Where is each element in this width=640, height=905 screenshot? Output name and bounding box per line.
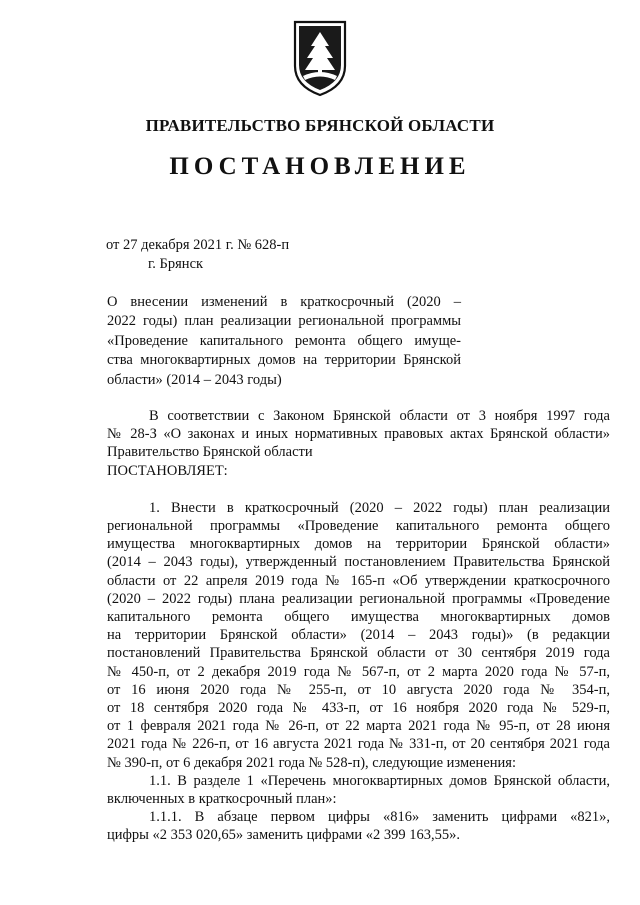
subject-line: «Проведение капитального ремонта общего имуще- xyxy=(107,332,461,349)
body-line: 2021 года № 226-п, от 16 августа 2021 года № 331-п, от 20 сентября 2021 года xyxy=(107,736,610,753)
body-line: от 18 сентября 2020 года № 433-п, от 16 ноября 2020 года № 529-п, xyxy=(107,700,610,717)
date-and-number: от 27 декабря 2021 г. № 628-п xyxy=(106,237,290,253)
subject-line: области» (2014 – 2043 годы) xyxy=(107,371,282,388)
body-line: 1.1. В разделе 1 «Перечень многоквартирных домов Брянской области, xyxy=(149,772,610,789)
body-line: 1.1.1. В абзаце первом цифры «816» заменить цифрами «821», xyxy=(149,809,610,826)
organization-title: ПРАВИТЕЛЬСТВО БРЯНСКОЙ ОБЛАСТИ xyxy=(145,116,495,135)
subject-block xyxy=(107,293,461,390)
body-line: 1. Внести в краткосрочный (2020 – 2022 годы) план реализации xyxy=(149,499,610,516)
body-line: от 1 февраля 2021 года № 26-п, от 22 марта 2021 года № 95-п, от 28 июня xyxy=(107,718,610,735)
body-line: от 16 июня 2020 года № 255-п, от 10 августа 2020 года № 354-п, xyxy=(107,681,610,698)
subject-line: 2022 годы) план реализации региональной программы xyxy=(107,313,461,330)
coat-of-arms-icon xyxy=(291,18,349,98)
body-line: региональной программы «Проведение капитального ремонта общего xyxy=(107,518,610,535)
subject-line: О внесении изменений в краткосрочный (2020 – xyxy=(107,294,461,310)
body-line: включенных в краткосрочный план»: xyxy=(107,791,337,808)
body-line: на территории Брянской области» (2014 – 2043 годы)» (в редакции xyxy=(107,627,610,644)
body-line: имущества многоквартирных домов на территории Брянской области» xyxy=(107,536,610,553)
body-line: (2020 – 2022 годы) плана реализации региональной программы «Проведение xyxy=(107,590,610,607)
body-line: постановлений Правительства Брянской области от 30 сентября 2019 года xyxy=(107,645,610,662)
body-line: № 390-п, от 6 декабря 2021 года № 528-п), следующие изменения: xyxy=(107,754,516,771)
body-line: области от 22 апреля 2019 года № 165-п «Об утверждении краткосрочного xyxy=(107,572,610,589)
city: г. Брянск xyxy=(148,256,204,272)
document-body xyxy=(107,407,610,845)
body-line: Правительство Брянской области xyxy=(107,444,313,461)
document-type-title: ПОСТАНОВЛЕНИЕ xyxy=(169,153,471,180)
body-line: цифры «2 353 020,65» заменить цифрами «2 399 163,55». xyxy=(107,827,461,844)
body-line: В соответствии с Законом Брянской области от 3 ноября 1997 года xyxy=(149,408,610,424)
body-line: № 28-З «О законах и иных нормативных правовых актах Брянской области» xyxy=(107,426,610,443)
body-line: (2014 – 2043 годы), утвержденный постановлением Правительства Брянской xyxy=(107,554,610,571)
body-line: № 450-п, от 2 декабря 2019 года № 567-п, от 2 марта 2020 года № 57-п, xyxy=(107,663,610,680)
subject-line: ства многоквартирных домов на территории Брянской xyxy=(107,352,461,369)
resolves-keyword: ПОСТАНОВЛЯЕТ: xyxy=(107,462,228,479)
body-line: капитального ремонта общего имущества многоквартирных домов xyxy=(107,609,610,626)
